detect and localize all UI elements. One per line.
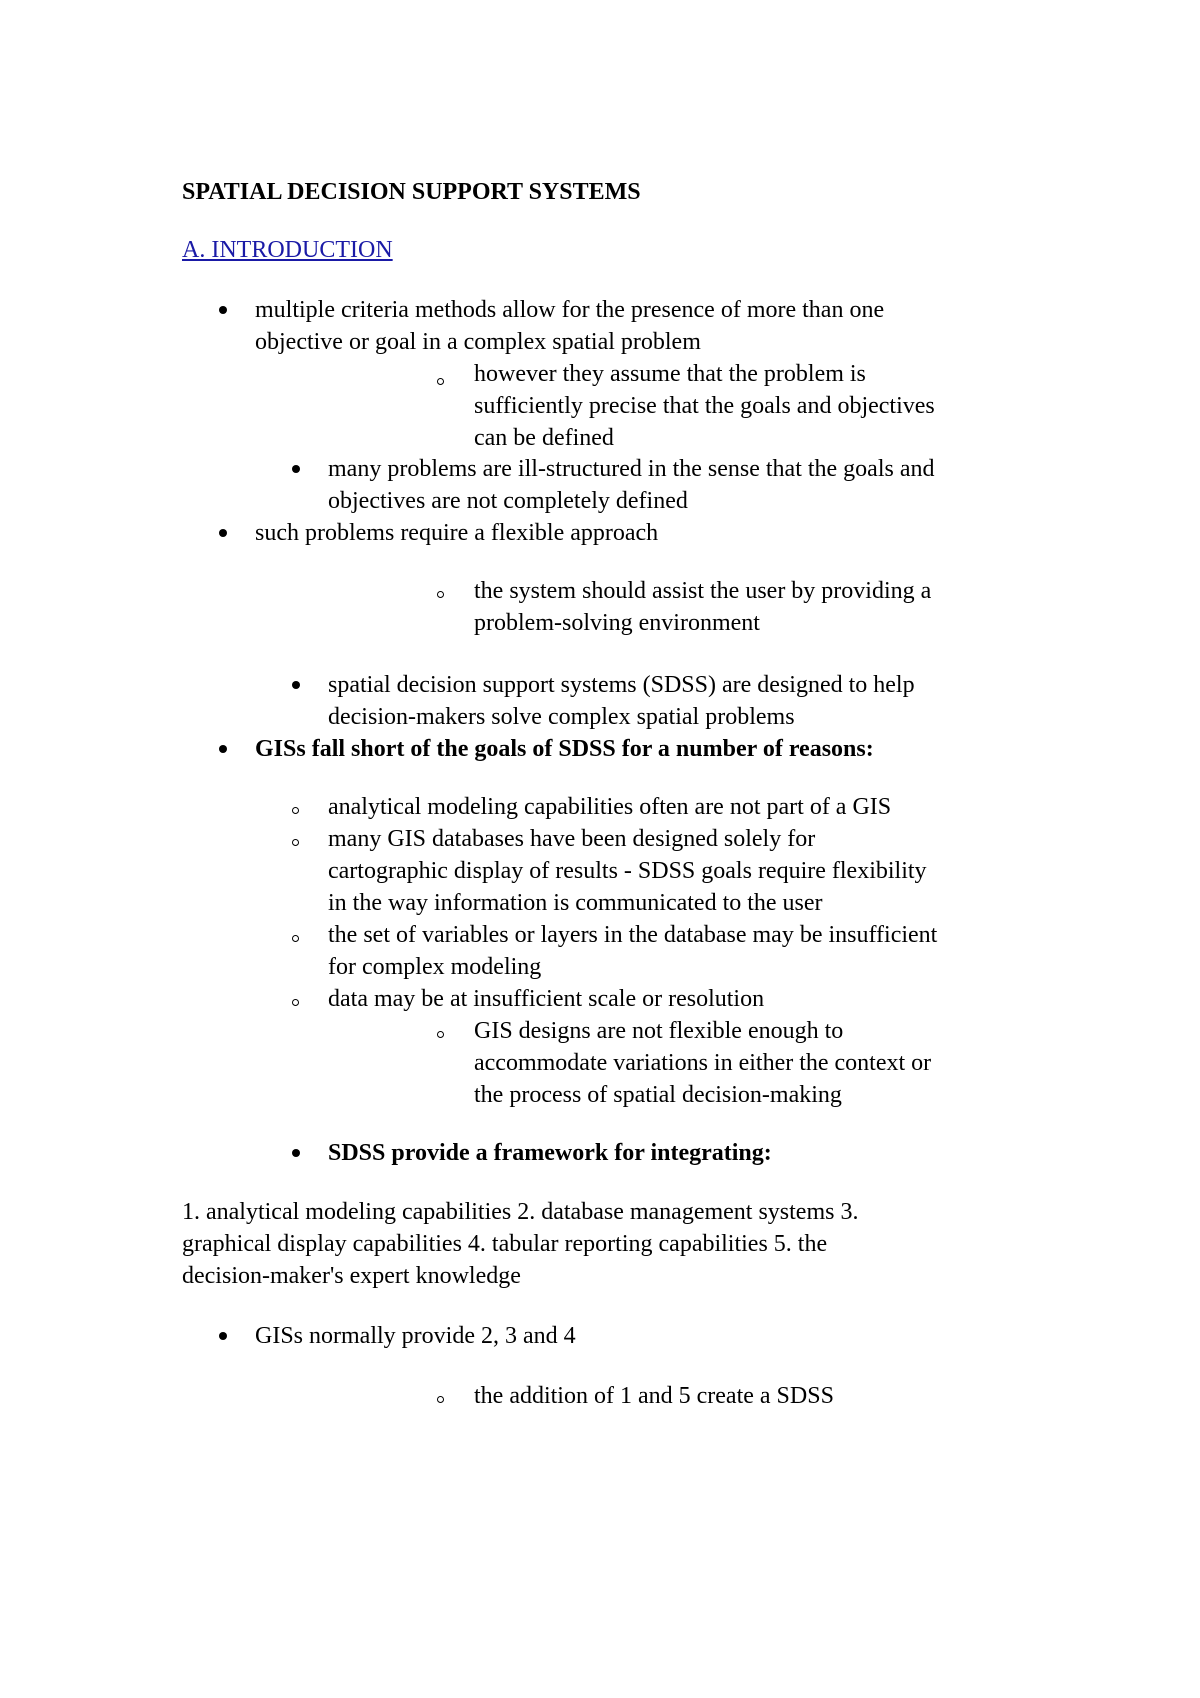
- list-item-text: objectives are not completely defined: [328, 488, 688, 514]
- numbered-paragraph-line: decision-maker's expert knowledge: [182, 1263, 521, 1289]
- section-heading-link[interactable]: A. INTRODUCTION: [182, 237, 393, 263]
- bullet-circle-icon: [437, 378, 444, 385]
- list-item-text: objective or goal in a complex spatial problem: [255, 329, 701, 355]
- bullet-circle-icon: [437, 591, 444, 598]
- list-item-text: many problems are ill-structured in the sense that the goals and: [328, 456, 935, 482]
- list-item-text: the addition of 1 and 5 create a SDSS: [474, 1383, 834, 1409]
- numbered-paragraph-line: 1. analytical modeling capabilities 2. database management systems 3.: [182, 1199, 859, 1225]
- bullet-circle-icon: [437, 1031, 444, 1038]
- bullet-circle-icon: [292, 935, 299, 942]
- list-item-text: cartographic display of results - SDSS goals require flexibility: [328, 858, 927, 884]
- list-item-text-bold: SDSS provide a framework for integrating:: [328, 1140, 772, 1166]
- bullet-disc-icon: [219, 1332, 227, 1340]
- list-item-text: in the way information is communicated to the user: [328, 890, 823, 916]
- list-item-text: many GIS databases have been designed solely for: [328, 826, 816, 852]
- list-item-text: spatial decision support systems (SDSS) are designed to help: [328, 672, 915, 698]
- list-item-text-bold: GISs fall short of the goals of SDSS for a number of reasons:: [255, 736, 874, 762]
- numbered-paragraph-line: graphical display capabilities 4. tabular reporting capabilities 5. the: [182, 1231, 828, 1257]
- list-item-text: the system should assist the user by providing a: [474, 578, 932, 604]
- bullet-disc-icon: [292, 465, 300, 473]
- list-item-text: decision-makers solve complex spatial problems: [328, 704, 795, 730]
- bullet-disc-icon: [292, 681, 300, 689]
- list-item-text: data may be at insufficient scale or resolution: [328, 986, 765, 1012]
- list-item-text: accommodate variations in either the context or: [474, 1050, 932, 1076]
- bullet-disc-icon: [292, 1149, 300, 1157]
- list-item-text: multiple criteria methods allow for the presence of more than one: [255, 297, 885, 323]
- bullet-circle-icon: [292, 807, 299, 814]
- list-item-text: analytical modeling capabilities often are not part of a GIS: [328, 794, 892, 820]
- list-item-text: GISs normally provide 2, 3 and 4: [255, 1323, 576, 1349]
- bullet-disc-icon: [219, 529, 227, 537]
- list-item-text: problem-solving environment: [474, 610, 760, 636]
- list-item-text: can be defined: [474, 425, 614, 451]
- list-item-text: for complex modeling: [328, 954, 542, 980]
- list-item-text: sufficiently precise that the goals and objectives: [474, 393, 935, 419]
- list-item-text: the set of variables or layers in the database may be insufficient: [328, 922, 938, 948]
- list-item-text: such problems require a flexible approach: [255, 520, 659, 546]
- bullet-disc-icon: [219, 745, 227, 753]
- document-title: SPATIAL DECISION SUPPORT SYSTEMS: [182, 179, 641, 205]
- bullet-circle-icon: [292, 999, 299, 1006]
- list-item-text: however they assume that the problem is: [474, 361, 866, 387]
- bullet-circle-icon: [292, 839, 299, 846]
- list-item-text: GIS designs are not flexible enough to: [474, 1018, 844, 1044]
- list-item-text: the process of spatial decision-making: [474, 1082, 842, 1108]
- bullet-circle-icon: [437, 1396, 444, 1403]
- bullet-disc-icon: [219, 306, 227, 314]
